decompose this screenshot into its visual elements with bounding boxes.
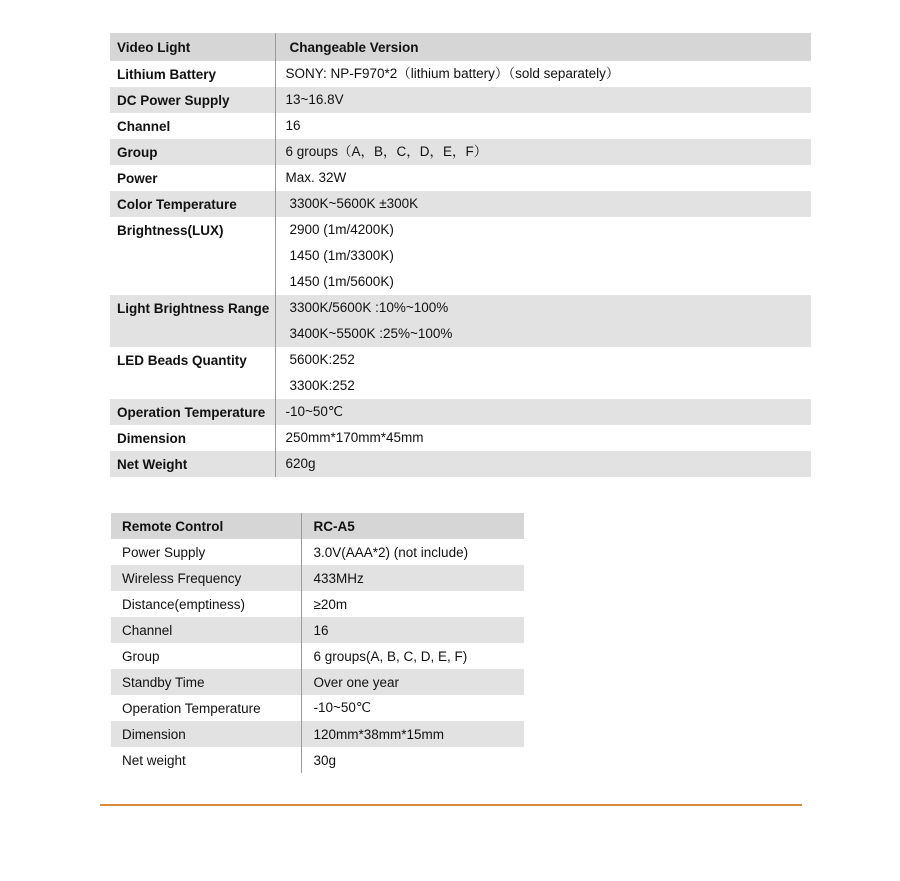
spec-value	[275, 347, 811, 399]
spec-key: Dimension	[117, 430, 187, 446]
spec-header-row	[110, 33, 811, 61]
remote-value: 120mm*38mm*15mm	[301, 721, 524, 747]
spec-row	[110, 347, 811, 399]
spec-key: Light Brightness Range	[110, 295, 275, 347]
spec-value-line: SONY: NP-F970*2（lithium battery）（sold separately）	[285, 66, 620, 81]
remote-key: Wireless Frequency	[111, 565, 301, 591]
remote-row	[111, 747, 524, 773]
remote-key: Power Supply	[122, 544, 206, 560]
remote-row	[111, 669, 524, 695]
remote-header-value: RC-A5	[301, 513, 524, 539]
spec-key: Brightness(LUX)	[117, 223, 224, 238]
spec-row	[110, 295, 811, 347]
spec-key: Color Temperature	[110, 191, 275, 217]
remote-row	[111, 539, 524, 565]
remote-row	[111, 565, 524, 591]
spec-value-line: 2900 (1m/4200K)	[289, 222, 394, 237]
remote-key: Net weight	[122, 752, 186, 768]
spec-key: Net Weight	[110, 451, 275, 477]
spec-row	[110, 217, 811, 295]
remote-header-row	[111, 513, 524, 539]
remote-key: Dimension	[111, 721, 301, 747]
video-light-spec-table	[110, 33, 811, 477]
remote-key: Operation Temperature	[122, 700, 261, 716]
spec-row	[110, 61, 811, 87]
spec-value-line: 16	[285, 118, 301, 133]
spec-key: Power	[117, 170, 158, 186]
remote-control-spec-table	[111, 513, 524, 773]
spec-row	[110, 451, 811, 477]
remote-row	[111, 617, 524, 643]
spec-value	[275, 139, 811, 165]
spec-header-key: Video Light	[110, 33, 275, 61]
remote-value: 433MHz	[301, 565, 524, 591]
spec-header-value: Changeable Version	[275, 33, 811, 61]
spec-value-line: 6 groups（A，B，C，D，E，F）	[285, 144, 488, 159]
footer-divider	[100, 804, 802, 806]
spec-key: Group	[110, 139, 275, 165]
spec-value-line: 3300K:252	[289, 378, 355, 393]
remote-value: 6 groups(A, B, C, D, E, F)	[301, 643, 524, 669]
spec-row	[110, 113, 811, 139]
remote-row	[111, 721, 524, 747]
remote-row	[111, 695, 524, 721]
spec-value-line: 5600K:252	[289, 352, 355, 367]
spec-value-line: Max. 32W	[285, 170, 347, 185]
spec-value-line: 3400K~5500K :25%~100%	[289, 326, 453, 341]
remote-row	[111, 643, 524, 669]
spec-value-line: 1450 (1m/5600K)	[289, 274, 394, 289]
spec-value-line: 13~16.8V	[285, 92, 344, 107]
spec-value-line: 3300K/5600K :10%~100%	[289, 300, 449, 315]
spec-key: LED Beads Quantity	[117, 353, 247, 368]
spec-key: DC Power Supply	[110, 87, 275, 113]
spec-key: Operation Temperature	[110, 399, 275, 425]
spec-value	[275, 87, 811, 113]
spec-row	[110, 165, 811, 191]
spec-value	[275, 399, 811, 425]
remote-key: Group	[122, 648, 160, 664]
spec-row	[110, 191, 811, 217]
spec-row	[110, 399, 811, 425]
spec-value-line: -10~50℃	[285, 404, 344, 419]
spec-value	[275, 217, 811, 295]
spec-key: Channel	[117, 118, 171, 134]
spec-row	[110, 139, 811, 165]
remote-value: 3.0V(AAA*2) (not include)	[301, 539, 524, 565]
remote-value: 30g	[301, 747, 524, 773]
spec-value-line: 3300K~5600K ±300K	[289, 196, 419, 211]
remote-key: Distance(emptiness)	[122, 596, 246, 612]
spec-value	[275, 295, 811, 347]
spec-key: Lithium Battery	[117, 66, 217, 82]
spec-value	[275, 191, 811, 217]
spec-row	[110, 87, 811, 113]
spec-value	[275, 425, 811, 451]
spec-value	[275, 165, 811, 191]
spec-value-line: 1450 (1m/3300K)	[289, 248, 394, 263]
spec-value-line: 620g	[285, 456, 316, 471]
remote-key: Channel	[111, 617, 301, 643]
spec-value	[275, 61, 811, 87]
remote-value: -10~50℃	[301, 695, 524, 721]
remote-row	[111, 591, 524, 617]
remote-key: Standby Time	[111, 669, 301, 695]
remote-header-key: Remote Control	[111, 513, 301, 539]
spec-row	[110, 425, 811, 451]
spec-value-line: 250mm*170mm*45mm	[285, 430, 424, 445]
spec-value	[275, 113, 811, 139]
remote-value: ≥20m	[301, 591, 524, 617]
remote-value: 16	[301, 617, 524, 643]
spec-value	[275, 451, 811, 477]
remote-value: Over one year	[301, 669, 524, 695]
